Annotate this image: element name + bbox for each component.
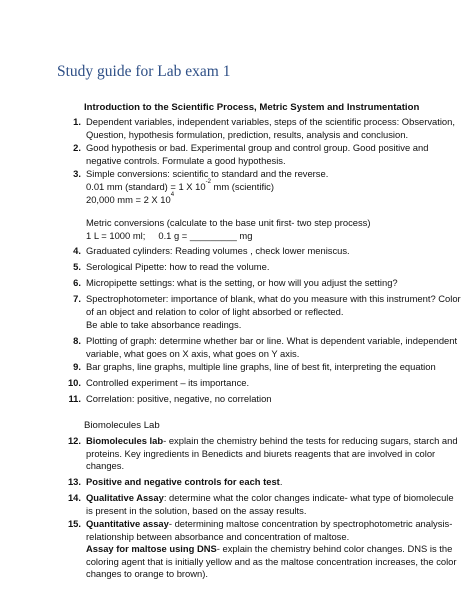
document-title: Study guide for Lab exam 1 xyxy=(57,63,231,80)
list-number: 3. xyxy=(73,168,81,179)
list-text: Graduated cylinders: Reading volumes , check lower meniscus. xyxy=(86,245,350,256)
list-text: Correlation: positive, negative, no correlation xyxy=(86,393,272,404)
list-number: 2. xyxy=(73,142,81,153)
list-number: 12. xyxy=(67,435,81,446)
metric-conversion-line: 1 L = 1000 ml; 0.1 g = _________ mg xyxy=(86,230,253,241)
conversion-example-1: 0.01 mm (standard) = 1 X $10^{-2}$ mm (scientific) xyxy=(86,179,274,192)
list-text: Simple conversions: scientific to standard and the reverse. xyxy=(86,168,329,179)
list-number: 11. xyxy=(68,393,81,404)
list-text: Positive and negative controls for each test. xyxy=(86,476,283,487)
list-number: 4. xyxy=(73,245,81,256)
section-heading-intro: Introduction to the Scientific Process, Metric System and Instrumentation xyxy=(84,102,420,113)
list-number: 8. xyxy=(73,335,81,346)
list-text: Qualitative Assay: determine what the color changes indicate- what type of biomolecule is present in the solution, based on the assay results. xyxy=(86,492,454,516)
list-number: 5. xyxy=(73,261,81,272)
list-number: 6. xyxy=(73,277,81,288)
list-number: 14. xyxy=(67,492,81,503)
list-number: 9. xyxy=(73,361,81,372)
list-number: 13. xyxy=(67,476,81,487)
list-text: Quantitative assay- determining maltose concentration by spectrophotometric analysis- relationship between absorbance and concentration of maltose. xyxy=(86,518,453,542)
list-number: 1. xyxy=(73,116,81,127)
list-number: 7. xyxy=(73,293,81,304)
list-text: Spectrophotometer: importance of blank, what do you measure with this instrument? Color of an object and relation to color of light absorbed or reflected. xyxy=(86,293,461,317)
conversion-example-2: 20,000 mm = 2 X $10^4$ xyxy=(86,192,175,205)
section-heading-biomolecules: Biomolecules Lab xyxy=(84,420,160,431)
list-number: 10. xyxy=(67,377,81,388)
list-text: Good hypothesis or bad. Experimental group and control group. Good positive and negative controls. Formulate a good hypothesis. xyxy=(86,142,429,166)
metric-conversions-title: Metric conversions (calculate to the base unit first- two step process) xyxy=(86,217,371,228)
list-text: Biomolecules lab- explain the chemistry behind the tests for reducing sugars, starch and proteins. Key ingredients in Benedicts and biurets reagents that are involved in color changes. xyxy=(86,435,458,472)
list-text: Plotting of graph: determine whether bar or line. What is dependent variable, independent variable, what goes on X axis, what goes on Y axis. xyxy=(86,335,458,359)
list-text: Micropipette settings: what is the setting, or how will you adjust the setting? xyxy=(86,277,398,288)
list-text: Controlled experiment – its importance. xyxy=(86,377,250,388)
list-text: Serological Pipette: how to read the volume. xyxy=(86,261,270,272)
absorbance-note: Be able to take absorbance readings. xyxy=(86,319,242,330)
list-number: 15. xyxy=(67,518,81,529)
list-text: Dependent variables, independent variables, steps of the scientific process: Observation, Question, hypothesis formulation, prediction, results, analysis and conclusion. xyxy=(86,116,455,140)
list-text: Assay for maltose using DNS- explain the chemistry behind color changes. DNS is the coloring agent that is initially yellow and as the maltose concentration increases, the color changes to orange to brown). xyxy=(86,543,457,580)
list-text: Bar graphs, line graphs, multiple line graphs, line of best fit, interpreting the equation xyxy=(86,361,436,372)
